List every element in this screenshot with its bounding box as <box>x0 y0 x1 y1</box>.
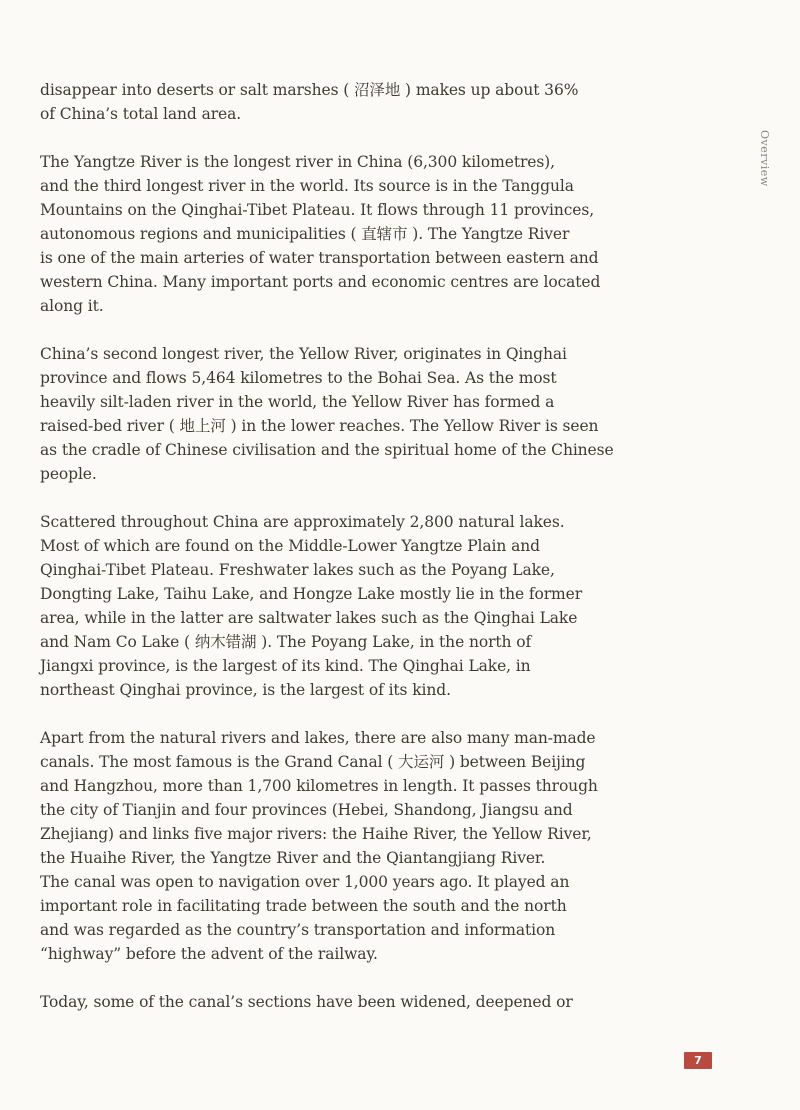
text-line: is one of the main arteries of water transportation between eastern and <box>40 249 599 267</box>
text-line: and the third longest river in the world. Its source is in the Tanggula <box>40 177 574 195</box>
text-line: area, while in the latter are saltwater lakes such as the Qinghai Lake <box>40 609 578 627</box>
text-line: and Hangzhou, more than 1,700 kilometres in length. It passes through <box>40 777 598 795</box>
text-line: Jiangxi province, is the largest of its kind. The Qinghai Lake, in <box>40 657 531 675</box>
text-line: autonomous regions and municipalities ( 直辖市 ). The Yangtze River <box>40 225 570 243</box>
text-line: province and flows 5,464 kilometres to the Bohai Sea. As the most <box>40 369 557 387</box>
text-line: the city of Tianjin and four provinces (Hebei, Shandong, Jiangsu and <box>40 801 573 819</box>
text-line: and Nam Co Lake ( 纳木错湖 ). The Poyang Lake, in the north of <box>40 633 532 651</box>
text-line: western China. Many important ports and economic centres are located <box>40 273 601 291</box>
paragraph <box>40 150 601 318</box>
text-line: the Huaihe River, the Yangtze River and the Qiantangjiang River. <box>40 849 546 867</box>
paragraph <box>40 990 573 1014</box>
page-number-badge: 7 <box>684 1052 712 1069</box>
paragraph <box>40 726 598 966</box>
body-text <box>40 78 614 1038</box>
text-line: The Yangtze River is the longest river in China (6,300 kilometres), <box>40 153 555 171</box>
text-line: of China’s total land area. <box>40 105 242 123</box>
text-line: and was regarded as the country’s transportation and information <box>40 921 556 939</box>
text-line: northeast Qinghai province, is the largest of its kind. <box>40 681 451 699</box>
text-line: Mountains on the Qinghai-Tibet Plateau. It flows through 11 provinces, <box>40 201 595 219</box>
text-line: people. <box>40 465 97 483</box>
text-line: Dongting Lake, Taihu Lake, and Hongze Lake mostly lie in the former <box>40 585 583 603</box>
paragraph <box>40 510 583 702</box>
text-line: Apart from the natural rivers and lakes, there are also many man-made <box>40 729 596 747</box>
paragraph <box>40 78 579 126</box>
text-line: “highway” before the advent of the railway. <box>40 945 378 963</box>
text-line: Most of which are found on the Middle-Lower Yangtze Plain and <box>40 537 540 555</box>
text-line: important role in facilitating trade between the south and the north <box>40 897 567 915</box>
text-line: The canal was open to navigation over 1,000 years ago. It played an <box>40 873 570 891</box>
text-line: Today, some of the canal’s sections have been widened, deepened or <box>40 993 573 1011</box>
paragraph <box>40 342 614 486</box>
text-line: Qinghai-Tibet Plateau. Freshwater lakes such as the Poyang Lake, <box>40 561 555 579</box>
section-side-label: Overview <box>758 130 771 187</box>
text-line: Zhejiang) and links five major rivers: the Haihe River, the Yellow River, <box>40 825 592 843</box>
text-line: canals. The most famous is the Grand Canal ( 大运河 ) between Beijing <box>40 753 586 771</box>
text-line: China’s second longest river, the Yellow River, originates in Qinghai <box>40 345 567 363</box>
text-line: as the cradle of Chinese civilisation and the spiritual home of the Chinese <box>40 441 614 459</box>
text-line: raised-bed river ( 地上河 ) in the lower reaches. The Yellow River is seen <box>40 417 599 435</box>
text-line: along it. <box>40 297 104 315</box>
text-line: disappear into deserts or salt marshes ( 沼泽地 ) makes up about 36% <box>40 81 579 99</box>
text-line: Scattered throughout China are approximately 2,800 natural lakes. <box>40 513 565 531</box>
text-line: heavily silt-laden river in the world, the Yellow River has formed a <box>40 393 555 411</box>
